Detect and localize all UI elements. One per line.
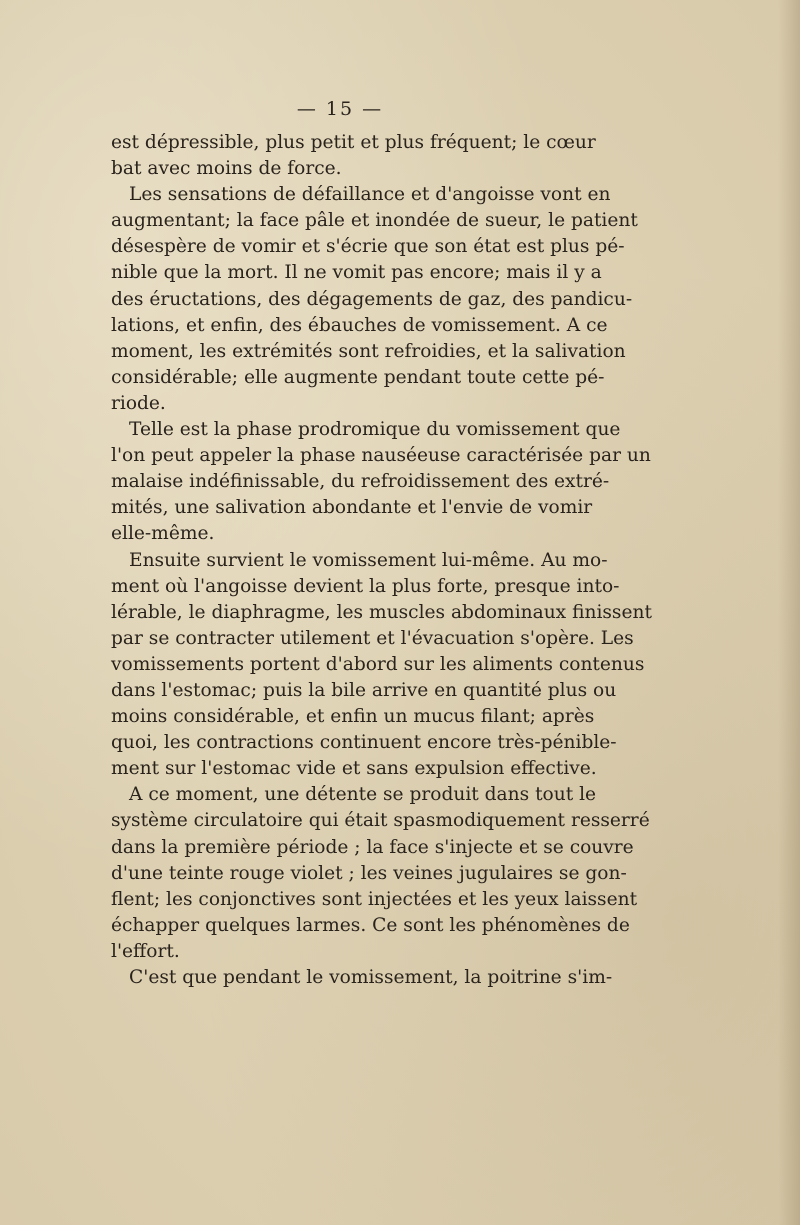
text-line: Les sensations de défaillance et d'angoisse vont en [129, 184, 611, 206]
text-line: C'est que pendant le vomissement, la poitrine s'im- [129, 967, 613, 988]
text-line: quoi, les contractions continuent encore très-pénible- [111, 732, 617, 754]
text-line: augmentant; la face pâle et inondée de sueur, le patient [111, 210, 638, 232]
text-line: moment, les extrémités sont refroidies, et la salivation [111, 340, 626, 362]
text-line: considérable; elle augmente pendant toute cette pé- [111, 366, 605, 388]
text-line: est dépressible, plus petit et plus fréquent; le cœur [111, 132, 596, 153]
paragraph [111, 417, 651, 547]
text-line: elle-même. [111, 523, 215, 545]
text-line: des éructations, des dégagements de gaz, des pandicu- [111, 288, 633, 310]
paragraph [111, 548, 652, 783]
text-line: lations, et enfin, des ébauches de vomissement. A ce [111, 314, 608, 336]
paragraph [111, 965, 613, 991]
paragraph [111, 782, 650, 965]
text-line: désespère de vomir et s'écrie que son état est plus pé- [111, 236, 625, 258]
text-line: échapper quelques larmes. Ce sont les phénomènes de [111, 914, 630, 936]
paragraph [111, 182, 638, 417]
text-line: mités, une salivation abondante et l'envie de vomir [111, 497, 593, 519]
text-line: A ce moment, une détente se produit dans tout le [129, 784, 597, 806]
text-line: l'on peut appeler la phase nauséeuse caractérisée par un [111, 445, 651, 467]
text-line: malaise indéfinissable, du refroidissement des extré- [111, 471, 610, 493]
body-text [111, 130, 652, 991]
text-line: Telle est la phase prodromique du vomissement que [129, 419, 621, 441]
text-line: dans l'estomac; puis la bile arrive en quantité plus ou [111, 679, 617, 701]
text-line: moins considérable, et enfin un mucus filant; après [111, 706, 595, 728]
paragraph [111, 130, 596, 182]
text-line: nible que la mort. Il ne vomit pas encore; mais il y a [111, 262, 602, 284]
text-line: flent; les conjonctives sont injectées et les yeux laissent [111, 888, 638, 910]
text-line: lérable, le diaphragme, les muscles abdominaux finissent [111, 601, 652, 623]
page-edge-shadow [778, 0, 800, 1225]
text-line: ment où l'angoisse devient la plus forte, presque into- [111, 575, 620, 597]
text-line: bat avec moins de force. [111, 158, 342, 180]
text-line: ment sur l'estomac vide et sans expulsion effective. [111, 758, 597, 780]
text-line: riode. [111, 392, 166, 414]
text-line: vomissements portent d'abord sur les aliments contenus [111, 653, 645, 675]
text-line: Ensuite survient le vomissement lui-même. Au mo- [129, 549, 608, 571]
text-line: l'effort. [111, 940, 180, 962]
text-line: dans la première période ; la face s'injecte et se couvre [111, 836, 634, 858]
text-line: système circulatoire qui était spasmodiquement resserré [111, 810, 650, 832]
text-line: par se contracter utilement et l'évacuation s'opère. Les [111, 627, 634, 649]
page-number: — 15 — [296, 98, 384, 120]
text-line: d'une teinte rouge violet ; les veines jugulaires se gon- [111, 862, 627, 884]
